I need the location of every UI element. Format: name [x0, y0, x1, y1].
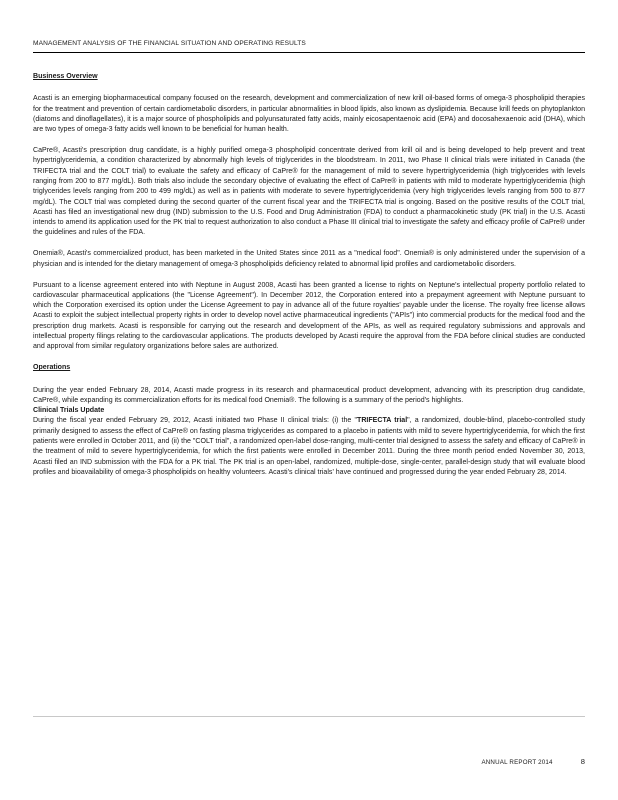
clinical-trials-paragraph	[33, 416, 585, 478]
business-overview-paragraph-1: Acasti is an emerging biopharmaceutical company focused on the research, development and commercialization of new krill oil-based forms of omega-3 phospholipid therapies for the treatment and prevention of certain cardiometabolic disorders, in particular abnormalities in blood lipids, also known as dyslipidemia. Because krill feeds on phytoplankton (diatoms and dinoflagellates), it is a major source of phospholipids and polyunsaturated fatty acids, mainly eicosapentaenoic acid (EPA) and docosahexaenoic acid (DHA), which are two types of omega-3 fatty acids well known to be beneficial for human health.	[33, 95, 585, 134]
page-content	[33, 72, 585, 489]
trifecta-trial-bold: TRIFECTA trial	[357, 417, 408, 425]
header-rule	[33, 52, 585, 53]
business-overview-heading: Business Overview	[33, 73, 98, 80]
clinical-text-part-2: ", a randomized, double-blind, placebo-controlled study primarily designed to assess the effect of CaPre® on fasting plasma triglycerides as compared to a placebo in patients with mild to severe hypertriglyceridemia, for which the first patients were enrolled in October 2011, and (ii) the "COLT trial", a randomized open-label dose-ranging, multi-center trial designed to assess the safety and efficacy of CaPre® in the treatment of mild to severe hypertriglyceridemia, for which the first patients were enrolled in December 2011. During the three month period ended November 30, 2013, Acasti filed an IND submission with the FDA for a PK trial. The PK trial is an open-label, randomized, multiple-dose, single-center, parallel-design study that will evaluate blood profiles and bioavailability of omega-3 phospholipids on healthy volunteers. Acasti's clinical trials' have continued and progressed during the year ended February 28, 2014.	[33, 417, 585, 476]
running-header: MANAGEMENT ANALYSIS OF THE FINANCIAL SITUATION AND OPERATING RESULTS	[33, 40, 306, 47]
operations-heading: Operations	[33, 364, 71, 372]
footer-rule	[33, 716, 585, 717]
clinical-trials-heading: Clinical Trials Update	[33, 407, 105, 415]
page-footer	[481, 757, 585, 766]
operations-intro-paragraph: During the year ended February 28, 2014, Acasti made progress in its research and pharmaceutical product development, advancing with its prescription drug candidate, CaPre®, while expanding its commercialization efforts for its medical food Onemia®. The following is a summary of the period's highlights.	[33, 386, 585, 404]
clinical-text-part-1: During the fiscal year ended February 29, 2012, Acasti initiated two Phase II clinical trials: (i) the "	[33, 417, 358, 425]
footer-label: ANNUAL REPORT 2014	[481, 759, 553, 766]
business-overview-paragraph-3: Onemia®, Acasti's commercialized product, has been marketed in the United States since 2011 as a "medical food". Onemia® is only administered under the supervision of a physician and is intended for the dietary management of omega-3 phospholipids deficiency related to abnormal lipid profiles and cardiometabolic disorders.	[33, 250, 585, 268]
business-overview-paragraph-2: CaPre®, Acasti's prescription drug candidate, is a highly purified omega-3 phospholipid concentrate derived from krill oil and is being developed to help prevent and treat hypertriglyceridemia, a condition characterized by abnormally high levels of triglycerides in the bloodstream. In 2011, two Phase II clinical trials were initiated in Canada (the TRIFECTA trial and the COLT trial) to evaluate the safety and efficacy of CaPre® for the management of mild to severe hypertriglyceridemia (high triglycerides with levels ranging from 200 to 877 mg/dL). Both trials also include the secondary objective of evaluating the effect of CaPre® in patients with mild to moderate hypertriglyceridemia (high triglycerides levels ranging from 200 to 499 mg/dL) as well as in patients with moderate to severe hypertriglyceridemia (very high triglycerides levels ranging from 500 to 877 mg/dL). The COLT trial was completed during the second quarter of the current fiscal year and the TRIFECTA trial is ongoing. Based on the positive results of the COLT trial, Acasti has filed an investigational new drug (IND) submission to the U.S. Food and Drug Administration (FDA) to conduct a pharmacokinetic study (PK trial) in the U.S. Acasti intends to amend its application used for the PK trial to request authorization to also conduct a Phase III clinical trial to investigate the safety and efficacy profile of CaPre® under the guidelines and rules of the FDA.	[33, 147, 585, 237]
page-number: 8	[580, 757, 585, 766]
business-overview-paragraph-4: Pursuant to a license agreement entered into with Neptune in August 2008, Acasti has been granted a license to rights on Neptune's intellectual property portfolio related to cardiovascular pharmaceutical applications (the "License Agreement"). In December 2012, the Corporation entered into a prepayment agreement with Neptune pursuant to which the Corporation exercised its option under the License Agreement to pay in advance all of the future royalties' payable under the license. The royalty free license allows Acasti to exploit the subject intellectual property rights in order to develop novel active pharmaceutical ingredients ("APIs") into commercial products for the medical food and the prescription drug markets. Acasti is responsible for carrying out the research and development of the APIs, as well as required regulatory submissions and approvals and intellectual property filings relating to the cardiovascular applications. The products developed by Acasti require the approval from the FDA before clinical studies are conducted and approval from similar regulatory organizations before sales are authorized.	[33, 281, 585, 351]
